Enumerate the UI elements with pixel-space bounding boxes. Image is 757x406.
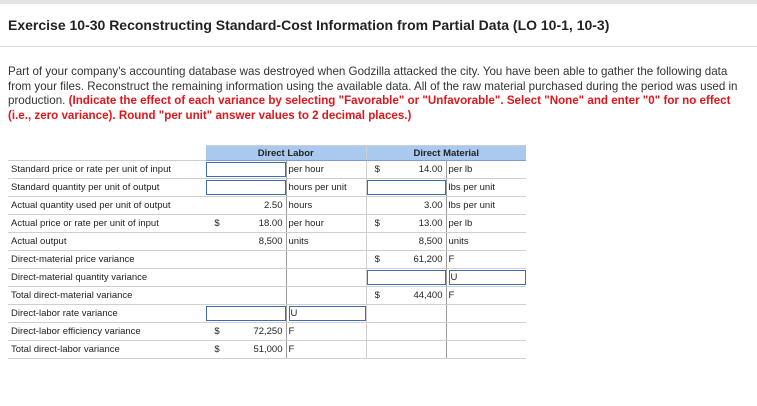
data-table — [8, 145, 526, 359]
dl-currency — [206, 251, 228, 269]
intro-text: Part of your company's accounting database was destroyed when Godzilla attacked the city. You have been able to gather the following data from your files. Reconstruct the remaining information using the available data. All of the raw material purchased during the period was used in production. — [8, 65, 738, 107]
table-row — [8, 287, 526, 305]
dm-unit: lbs per unit — [446, 197, 526, 215]
dl-unit: per hour — [286, 215, 366, 233]
dl-currency — [206, 233, 228, 251]
header-direct-labor: Direct Labor — [206, 146, 366, 161]
header-direct-material: Direct Material — [366, 146, 526, 161]
top-bar — [0, 0, 757, 4]
row-label: Direct-labor efficiency variance — [8, 323, 206, 341]
dl-unit — [286, 251, 366, 269]
table-row — [8, 197, 526, 215]
dl-currency: $ — [206, 323, 228, 341]
dl-total-variance-effect: F — [286, 341, 366, 359]
dl-unit: units — [286, 233, 366, 251]
dm-currency — [366, 323, 388, 341]
dm-qty-variance-effect-select[interactable]: U — [449, 270, 527, 285]
dm-qty-variance-effect-cell — [446, 269, 526, 287]
row-label: Actual price or rate per unit of input — [8, 215, 206, 233]
dm-currency: $ — [366, 251, 388, 269]
dm-unit — [446, 305, 526, 323]
header-blank — [8, 146, 206, 161]
row-label: Total direct-material variance — [8, 287, 206, 305]
dl-unit — [286, 269, 366, 287]
dl-value — [228, 269, 286, 287]
dl-rate-variance-input[interactable] — [206, 306, 286, 321]
exercise-title: Exercise 10-30 Reconstructing Standard-Cost Information from Partial Data (LO 10-1, 10-3) — [8, 17, 610, 33]
dm-currency — [366, 341, 388, 359]
row-label: Standard price or rate per unit of input — [8, 161, 206, 179]
dm-value: 44,400 — [388, 287, 446, 305]
dm-std-qty-cell — [366, 179, 446, 197]
dm-std-qty-input[interactable] — [367, 180, 446, 195]
table-row — [8, 305, 526, 323]
dl-unit: hours per unit — [286, 179, 366, 197]
dl-value: 8,500 — [228, 233, 286, 251]
dm-value: 14.00 — [388, 161, 446, 179]
dm-currency: $ — [366, 287, 388, 305]
dl-efficiency-variance-effect: F — [286, 323, 366, 341]
dl-unit: per hour — [286, 161, 366, 179]
dl-currency — [206, 197, 228, 215]
table-row — [8, 341, 526, 359]
dl-std-qty-input[interactable] — [206, 180, 286, 195]
dm-qty-variance-input[interactable] — [367, 270, 446, 285]
dl-rate-variance-effect-select[interactable]: U — [289, 306, 366, 321]
dm-currency — [366, 233, 388, 251]
dl-std-price-input[interactable] — [206, 162, 286, 177]
dm-price-variance-effect: F — [446, 251, 526, 269]
dm-currency — [366, 197, 388, 215]
dl-std-price-cell — [206, 161, 286, 179]
dm-value: 13.00 — [388, 215, 446, 233]
row-label: Actual quantity used per unit of output — [8, 197, 206, 215]
dl-value — [228, 251, 286, 269]
dm-qty-variance-cell — [366, 269, 446, 287]
row-label: Direct-material price variance — [8, 251, 206, 269]
dl-rate-variance-cell — [206, 305, 286, 323]
dm-value — [388, 323, 446, 341]
dm-value: 3.00 — [388, 197, 446, 215]
dm-value: 8,500 — [388, 233, 446, 251]
dl-unit: hours — [286, 197, 366, 215]
dm-unit: per lb — [446, 161, 526, 179]
dl-value — [228, 287, 286, 305]
dm-value — [388, 305, 446, 323]
dm-currency: $ — [366, 161, 388, 179]
dm-unit: units — [446, 233, 526, 251]
dm-unit — [446, 341, 526, 359]
dm-value — [388, 341, 446, 359]
table-row — [8, 179, 526, 197]
dm-currency: $ — [366, 215, 388, 233]
instructions-text: (Indicate the effect of each variance by selecting "Favorable" or "Unfavorable". Select "None" and enter "0" for no effect (i.e., zero variance). Round "per unit" answer values to 2 decimal places.) — [8, 94, 731, 122]
dm-unit: lbs per unit — [446, 179, 526, 197]
dm-unit: per lb — [446, 215, 526, 233]
row-label: Total direct-labor variance — [8, 341, 206, 359]
table-row — [8, 323, 526, 341]
row-label: Direct-material quantity variance — [8, 269, 206, 287]
table-row — [8, 161, 526, 179]
dl-rate-variance-effect-cell — [286, 305, 366, 323]
dl-currency — [206, 287, 228, 305]
dm-currency — [366, 305, 388, 323]
dl-currency — [206, 269, 228, 287]
row-label: Actual output — [8, 233, 206, 251]
dl-value: 2.50 — [228, 197, 286, 215]
table-row — [8, 251, 526, 269]
dl-currency: $ — [206, 341, 228, 359]
title-divider — [0, 46, 757, 47]
table-row — [8, 269, 526, 287]
dl-unit — [286, 287, 366, 305]
dl-value: 72,250 — [228, 323, 286, 341]
table-row — [8, 215, 526, 233]
dm-unit — [446, 323, 526, 341]
dl-std-qty-cell — [206, 179, 286, 197]
row-label: Direct-labor rate variance — [8, 305, 206, 323]
dm-total-variance-effect: F — [446, 287, 526, 305]
table-row — [8, 233, 526, 251]
exercise-intro — [8, 65, 753, 123]
dm-value: 61,200 — [388, 251, 446, 269]
dl-value: 18.00 — [228, 215, 286, 233]
dl-currency: $ — [206, 215, 228, 233]
header-row — [8, 146, 526, 161]
row-label: Standard quantity per unit of output — [8, 179, 206, 197]
dl-value: 51,000 — [228, 341, 286, 359]
